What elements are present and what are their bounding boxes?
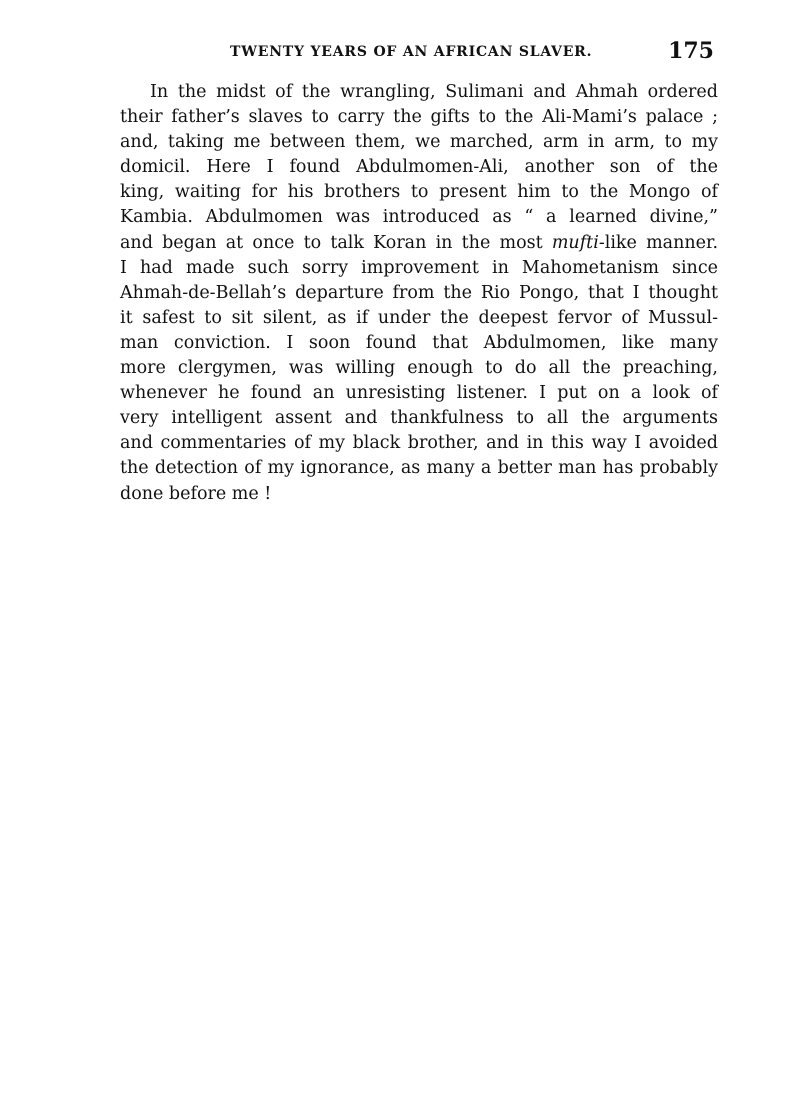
running-head: [120, 38, 720, 68]
text-line: it safest to sit silent, as if under the deepest fervor of Mussul-: [120, 307, 718, 328]
text-fragment: -like manner.: [598, 232, 719, 253]
text-line: domicil. Here I found Abdulmomen-Ali, another son of the: [120, 157, 718, 178]
text-line-with-italic: [120, 231, 718, 256]
running-title: TWENTY YEARS OF AN AFRICAN SLAVER.: [230, 44, 593, 60]
text-line: more clergymen, was willing enough to do all the preaching,: [120, 358, 718, 379]
text-line: I had made such sorry improvement in Mahometanism since: [120, 257, 718, 278]
text-line: done before me !: [120, 483, 272, 504]
text-line: whenever he found an unresisting listener. I put on a look of: [120, 383, 718, 404]
text-line: their father’s slaves to carry the gifts to the Ali-Mami’s palace ;: [120, 107, 718, 128]
text-line: Ahmah-de-Bellah’s departure from the Rio Pongo, that I thought: [120, 282, 718, 303]
text-line: king, waiting for his brothers to present him to the Mongo of: [120, 182, 718, 203]
italic-word: mufti: [551, 232, 599, 253]
text-line: the detection of my ignorance, as many a better man has probably: [120, 458, 718, 479]
text-line: very intelligent assent and thankfulness to all the arguments: [120, 408, 718, 429]
text-line: man conviction. I soon found that Abdulmomen, like many: [120, 332, 718, 353]
text-line: and commentaries of my black brother, and in this way I avoided: [120, 433, 718, 454]
text-line: Kambia. Abdulmomen was introduced as “ a learned divine,”: [120, 207, 718, 228]
text-fragment: and began at once to talk Koran in the most: [120, 232, 552, 253]
text-line: and, taking me between them, we marched, arm in arm, to my: [120, 132, 718, 153]
text-line: In the midst of the wrangling, Sulimani and Ahmah ordered: [150, 82, 718, 102]
page-number: 175: [668, 38, 714, 64]
body-paragraph: [120, 80, 718, 507]
